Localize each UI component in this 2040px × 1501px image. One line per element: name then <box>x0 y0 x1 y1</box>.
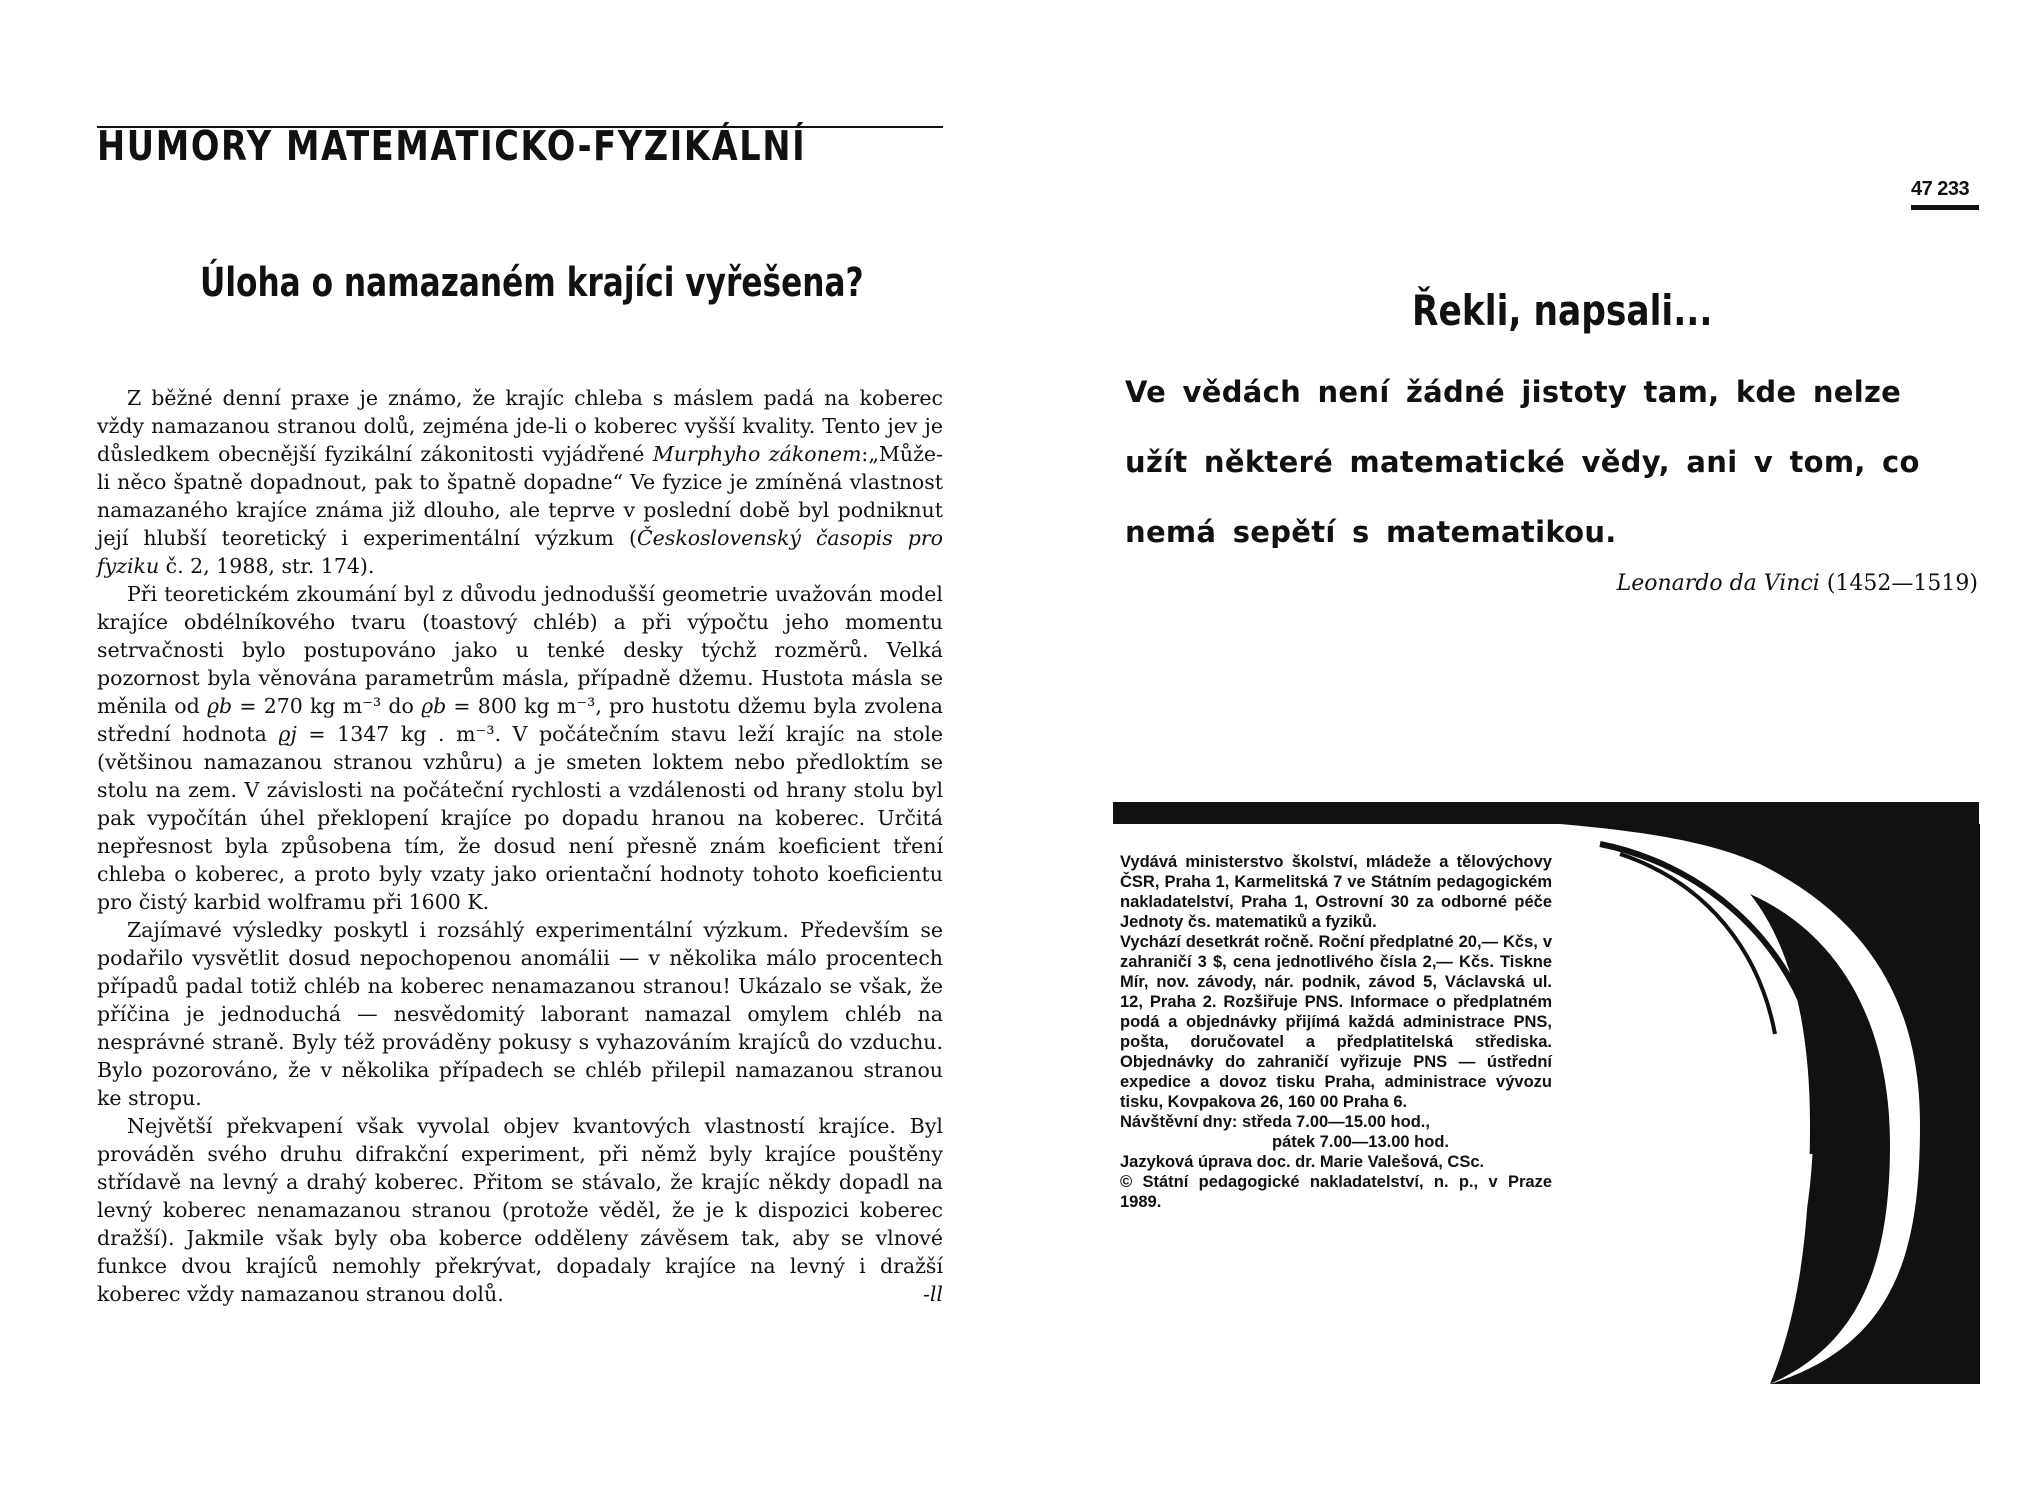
imprint-visiting-hours: Návštěvní dny: středa 7.00—15.00 hod., <box>1120 1113 1430 1131</box>
journal-name: Československý časopis pro fyziku <box>97 526 943 578</box>
imprint-subscription: Vychází desetkrát ročně. Roční předplatné 20,— Kčs, v zahraničí 3 $, cena jednotlivého čísla 2,— Kčs. Tiskne Mír, nov. závody, nár. podnik, závod 5, Václavská ul. 12, Praha 2. Rozšiřuje PNS. Informace o předplatném podá a objednávky přijímá každá administrace PNS, pošta, doručovatel a předplatitelská střediska. Objednávky do zahraničí vyřizuje PNS — ústřední expedice a dovoz tisku Praha, administrace vývozu tisku, Kovpakova 26, 160 00 Praha 6. <box>1120 933 1552 1111</box>
text-run: = 1347 kg . m⁻³. V počátečním stavu leží krajíc na stole (většinou namazanou stranou vzhůru) a je smeten loktem nebo předloktím se stolu na zem. V závislosti na počáteční rychlosti a vzdálenosti od hrany stolu byl pak vypočítán úhel překlopení krajíce po dopadu hranou na koberec. Určitá nepřesnost byla způsobena tím, že dosud není přesně znám koeficient tření chleba o koberec, a proto byly vzaty jako orientační hodnoty tohoto koeficientu pro čistý karbid wolframu při 1600 K. <box>97 722 944 914</box>
text-run: č. 2, 1988, str. 174). <box>159 554 375 578</box>
decorative-graphic <box>1560 824 1980 1384</box>
article-title: Úloha o namazaném krajíci vyřešena? <box>200 260 864 306</box>
imprint-editor: Jazyková úprava doc. dr. Marie Valešová, CSc. <box>1120 1153 1485 1171</box>
article-body <box>97 384 943 1308</box>
imprint-bar <box>1113 802 1979 824</box>
text-run: :„Může-li něco špatně dopadnout, pak to špatně dopadne“ Ve fyzice je zmíněná vlastnost namazaného krajíce známa již dlouho, ale teprve v poslední době byl podniknut její hlubší teoretický i experimentální výzkum ( <box>97 442 943 550</box>
text-run: = 270 kg m⁻³ do <box>232 694 422 718</box>
symbol-rho-b: ϱb <box>421 694 447 718</box>
imprint-publisher: Vydává ministerstvo školství, mládeže a tělovýchovy ČSR, Praha 1, Karmelitská 7 ve Státním pedagogickém nakladatelství, Praha 1, Ostrovní 30 za odborné péče Jednoty čs. matematiků a fyziků. <box>1120 853 1552 931</box>
symbol-rho-j: ϱj <box>278 722 297 746</box>
article-paragraph-1 <box>97 384 943 580</box>
quote-attribution <box>1617 571 1978 596</box>
section-title: HUMORY MATEMATICKO-FYZIKÁLNÍ <box>97 122 807 170</box>
page-number: 47 233 <box>1911 178 1970 200</box>
imprint-copyright: © Státní pedagogické nakladatelství, n. p., v Praze 1989. <box>1120 1173 1552 1211</box>
quote-author-years: (1452—1519) <box>1826 571 1978 596</box>
imprint-visiting-hours-friday: pátek 7.00—13.00 hod. <box>1272 1133 1449 1151</box>
text-run: Při teoretickém zkoumání byl z důvodu jednodušší geometrie uvažován model krajíce obdélníkového tvaru (toastový chléb) a při výpočtu jeho momentu setrvačnosti bylo postupováno jako u tenké desky týchž rozměrů. Velká pozornost byla věnována parametrům másla, případně džemu. Hustota másla se měnila od <box>97 582 943 718</box>
article-paragraph-3: Zajímavé výsledky poskytl i rozsáhlý experimentální výzkum. Především se podařilo vysvětlit dosud nepochopenou anomálii — v několika málo procentech případů padal totiž chléb na koberec nenamazanou stranou! Ukázalo se však, že příčina je jednoduchá — nesvědomitý laborant namazal omylem chléb na nesprávné straně. Byly též prováděny pokusy s vyhazováním krajíců do vzduchu. Bylo pozorováno, že v několika případech se chléb přilepil namazanou stranou ke stropu. <box>97 918 943 1110</box>
article-paragraph-2 <box>97 580 943 916</box>
law-name: Murphyho zákonem <box>652 442 862 466</box>
symbol-rho-b: ϱb <box>206 694 233 718</box>
imprint <box>1120 852 1552 1212</box>
author-signature: -ll <box>922 1282 943 1306</box>
text-run: Z běžné denní praxe je známo, že krajíc chleba s máslem padá na koberec vždy namazanou stranou dolů, zejména jde-li o koberec vyšší kvality. Tento jev je důsledkem obecnější fyzikální zákonitosti vyjádřené <box>97 386 943 466</box>
quote-text: Ve vědách není žádné jistoty tam, kde nelze užít některé matematické vědy, ani v tom, co nemá sepětí s matematikou. <box>1125 375 1920 549</box>
quotes-title: Řekli, napsali... <box>1412 286 1713 335</box>
page-number-rule <box>1911 205 1979 210</box>
text-run: = 800 kg m⁻³, pro hustotu džemu byla zvolena střední hodnota <box>97 694 944 746</box>
article-paragraph-4: Největší překvapení však vyvolal objev kvantových vlastností krajíce. Byl prováděn svého druhu difrakční experiment, při němž byly krajíce pouštěny střídavě na levný a drahý koberec. Přitom se stávalo, že krajíc někdy dopadl na levný koberec nenamazanou stranou (protože věděl, že je k dispozici koberec dražší). Jakmile však byly oba koberce odděleny závěsem tak, aby se vlnové funkce dvou krajíců nemohly překrývat, dopadaly krajíce na levný i dražší koberec vždy namazanou stranou dolů. <box>97 1114 943 1306</box>
quote-author-name: Leonardo da Vinci <box>1616 571 1820 596</box>
